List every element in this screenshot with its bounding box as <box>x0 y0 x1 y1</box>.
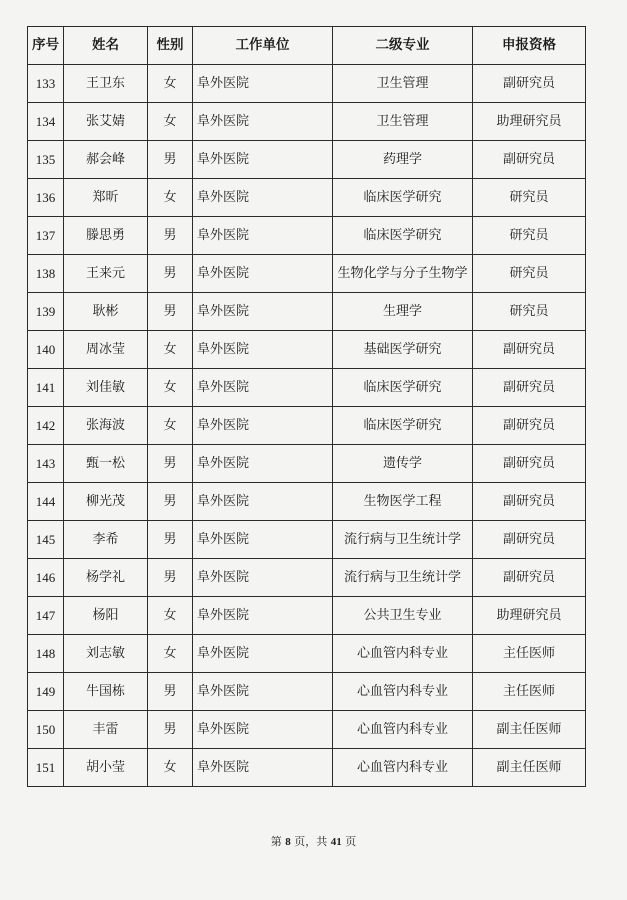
cell-name: 张海波 <box>64 407 148 445</box>
header-specialty: 二级专业 <box>333 27 473 65</box>
cell-name: 郑昕 <box>64 179 148 217</box>
cell-name: 滕思勇 <box>64 217 148 255</box>
cell-qualification: 助理研究员 <box>473 597 586 635</box>
header-unit: 工作单位 <box>193 27 333 65</box>
cell-seq: 134 <box>28 103 64 141</box>
cell-qualification: 副研究员 <box>473 65 586 103</box>
cell-unit: 阜外医院 <box>193 293 333 331</box>
table-row <box>28 445 586 483</box>
cell-qualification: 副研究员 <box>473 331 586 369</box>
cell-name: 甄一松 <box>64 445 148 483</box>
cell-name: 杨阳 <box>64 597 148 635</box>
cell-specialty: 心血管内科专业 <box>333 673 473 711</box>
header-gender: 性别 <box>148 27 193 65</box>
footer-prefix: 第 <box>270 835 282 848</box>
cell-name: 丰雷 <box>64 711 148 749</box>
cell-unit: 阜外医院 <box>193 559 333 597</box>
cell-name: 张艾婧 <box>64 103 148 141</box>
cell-qualification: 助理研究员 <box>473 103 586 141</box>
table-row <box>28 65 586 103</box>
cell-seq: 151 <box>28 749 64 787</box>
cell-name: 王来元 <box>64 255 148 293</box>
cell-specialty: 生物医学工程 <box>333 483 473 521</box>
cell-seq: 148 <box>28 635 64 673</box>
cell-qualification: 主任医师 <box>473 673 586 711</box>
table-row <box>28 331 586 369</box>
cell-specialty: 流行病与卫生统计学 <box>333 559 473 597</box>
cell-specialty: 卫生管理 <box>333 65 473 103</box>
table-row <box>28 635 586 673</box>
cell-specialty: 公共卫生专业 <box>333 597 473 635</box>
cell-unit: 阜外医院 <box>193 141 333 179</box>
cell-unit: 阜外医院 <box>193 711 333 749</box>
page-footer <box>0 833 627 849</box>
cell-gender: 男 <box>148 141 193 179</box>
cell-name: 郝会峰 <box>64 141 148 179</box>
cell-gender: 男 <box>148 711 193 749</box>
cell-unit: 阜外医院 <box>193 635 333 673</box>
cell-gender: 女 <box>148 331 193 369</box>
cell-gender: 女 <box>148 749 193 787</box>
cell-name: 杨学礼 <box>64 559 148 597</box>
cell-name: 柳光茂 <box>64 483 148 521</box>
cell-qualification: 研究员 <box>473 255 586 293</box>
cell-seq: 135 <box>28 141 64 179</box>
cell-qualification: 研究员 <box>473 179 586 217</box>
cell-specialty: 临床医学研究 <box>333 369 473 407</box>
table-row <box>28 407 586 445</box>
cell-gender: 男 <box>148 217 193 255</box>
cell-seq: 138 <box>28 255 64 293</box>
cell-gender: 男 <box>148 255 193 293</box>
cell-seq: 139 <box>28 293 64 331</box>
table-row <box>28 141 586 179</box>
cell-qualification: 副主任医师 <box>473 749 586 787</box>
cell-seq: 140 <box>28 331 64 369</box>
roster-body <box>28 65 586 787</box>
roster-table <box>27 26 586 787</box>
cell-gender: 男 <box>148 559 193 597</box>
cell-gender: 男 <box>148 293 193 331</box>
cell-seq: 150 <box>28 711 64 749</box>
cell-name: 李希 <box>64 521 148 559</box>
cell-specialty: 遗传学 <box>333 445 473 483</box>
cell-gender: 女 <box>148 597 193 635</box>
cell-qualification: 副研究员 <box>473 407 586 445</box>
footer-middle: 页，共 <box>294 835 328 848</box>
cell-qualification: 副研究员 <box>473 559 586 597</box>
cell-seq: 143 <box>28 445 64 483</box>
cell-seq: 141 <box>28 369 64 407</box>
table-row <box>28 597 586 635</box>
table-row <box>28 673 586 711</box>
cell-gender: 男 <box>148 673 193 711</box>
cell-unit: 阜外医院 <box>193 255 333 293</box>
table-row <box>28 711 586 749</box>
cell-specialty: 临床医学研究 <box>333 179 473 217</box>
cell-gender: 男 <box>148 483 193 521</box>
cell-gender: 女 <box>148 369 193 407</box>
table-row <box>28 103 586 141</box>
cell-seq: 136 <box>28 179 64 217</box>
table-row <box>28 255 586 293</box>
cell-seq: 146 <box>28 559 64 597</box>
cell-qualification: 研究员 <box>473 217 586 255</box>
cell-specialty: 卫生管理 <box>333 103 473 141</box>
cell-specialty: 心血管内科专业 <box>333 749 473 787</box>
cell-unit: 阜外医院 <box>193 749 333 787</box>
cell-unit: 阜外医院 <box>193 369 333 407</box>
cell-unit: 阜外医院 <box>193 483 333 521</box>
cell-gender: 女 <box>148 65 193 103</box>
cell-unit: 阜外医院 <box>193 407 333 445</box>
cell-unit: 阜外医院 <box>193 673 333 711</box>
cell-seq: 149 <box>28 673 64 711</box>
table-row <box>28 179 586 217</box>
cell-qualification: 副研究员 <box>473 369 586 407</box>
cell-unit: 阜外医院 <box>193 331 333 369</box>
cell-gender: 女 <box>148 407 193 445</box>
cell-qualification: 主任医师 <box>473 635 586 673</box>
cell-seq: 133 <box>28 65 64 103</box>
cell-name: 刘佳敏 <box>64 369 148 407</box>
cell-unit: 阜外医院 <box>193 65 333 103</box>
header-qualification: 申报资格 <box>473 27 586 65</box>
header-name: 姓名 <box>64 27 148 65</box>
cell-qualification: 副研究员 <box>473 445 586 483</box>
cell-unit: 阜外医院 <box>193 103 333 141</box>
cell-specialty: 心血管内科专业 <box>333 711 473 749</box>
table-row <box>28 369 586 407</box>
cell-unit: 阜外医院 <box>193 217 333 255</box>
table-row <box>28 483 586 521</box>
footer-page-number: 8 <box>285 836 291 848</box>
cell-seq: 137 <box>28 217 64 255</box>
cell-specialty: 流行病与卫生统计学 <box>333 521 473 559</box>
cell-qualification: 副研究员 <box>473 483 586 521</box>
cell-name: 耿彬 <box>64 293 148 331</box>
cell-unit: 阜外医院 <box>193 521 333 559</box>
footer-suffix: 页 <box>345 835 357 848</box>
cell-seq: 145 <box>28 521 64 559</box>
cell-name: 周冰莹 <box>64 331 148 369</box>
cell-gender: 女 <box>148 635 193 673</box>
cell-name: 牛国栋 <box>64 673 148 711</box>
cell-specialty: 心血管内科专业 <box>333 635 473 673</box>
cell-gender: 女 <box>148 103 193 141</box>
cell-unit: 阜外医院 <box>193 445 333 483</box>
cell-specialty: 药理学 <box>333 141 473 179</box>
table-row <box>28 521 586 559</box>
cell-seq: 144 <box>28 483 64 521</box>
table-row <box>28 749 586 787</box>
cell-specialty: 临床医学研究 <box>333 407 473 445</box>
cell-specialty: 基础医学研究 <box>333 331 473 369</box>
cell-qualification: 副研究员 <box>473 141 586 179</box>
cell-qualification: 副研究员 <box>473 521 586 559</box>
cell-specialty: 生理学 <box>333 293 473 331</box>
cell-unit: 阜外医院 <box>193 597 333 635</box>
cell-name: 刘志敏 <box>64 635 148 673</box>
cell-gender: 男 <box>148 521 193 559</box>
cell-unit: 阜外医院 <box>193 179 333 217</box>
cell-specialty: 临床医学研究 <box>333 217 473 255</box>
cell-qualification: 研究员 <box>473 293 586 331</box>
table-row <box>28 293 586 331</box>
table-row <box>28 559 586 597</box>
footer-total-pages: 41 <box>330 836 342 848</box>
cell-gender: 男 <box>148 445 193 483</box>
cell-qualification: 副主任医师 <box>473 711 586 749</box>
cell-gender: 女 <box>148 179 193 217</box>
cell-specialty: 生物化学与分子生物学 <box>333 255 473 293</box>
header-seq: 序号 <box>28 27 64 65</box>
header-row <box>28 27 586 65</box>
table-row <box>28 217 586 255</box>
cell-name: 胡小莹 <box>64 749 148 787</box>
cell-seq: 142 <box>28 407 64 445</box>
cell-name: 王卫东 <box>64 65 148 103</box>
cell-seq: 147 <box>28 597 64 635</box>
